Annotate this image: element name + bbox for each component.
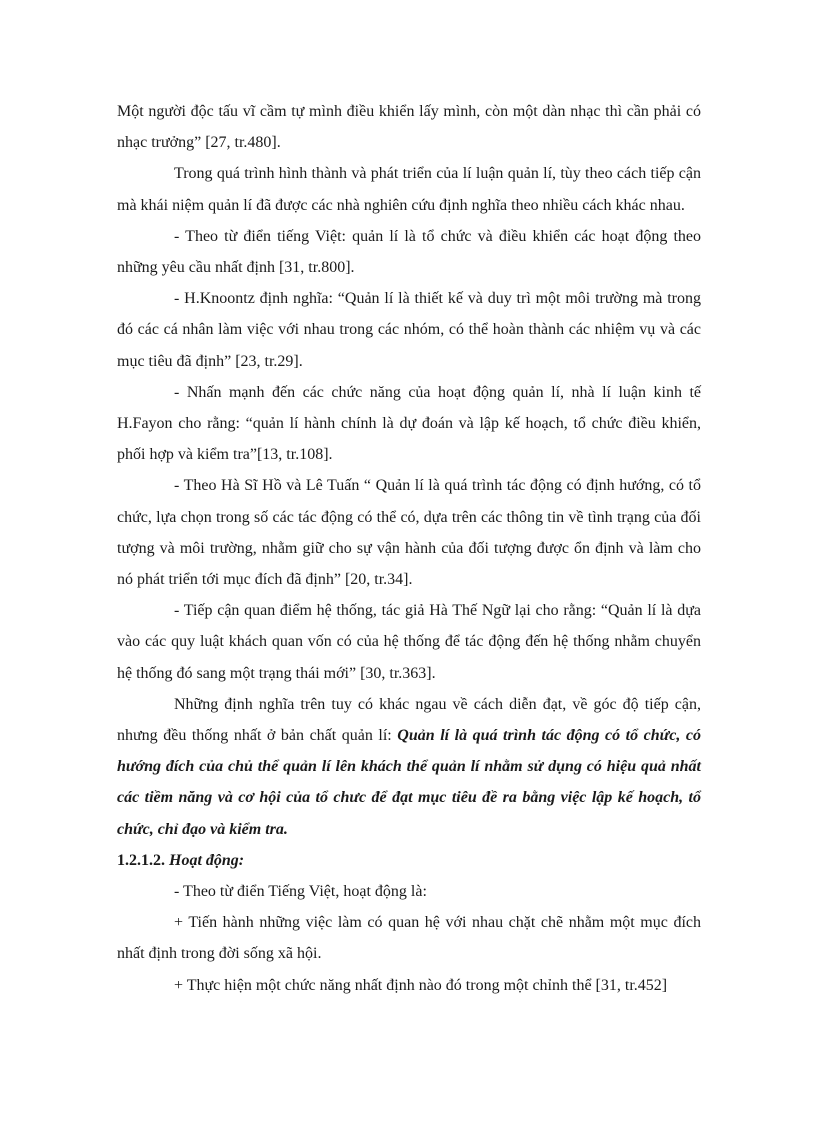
definition-knoontz: - H.Knoontz định nghĩa: “Quản lí là thiết kế và duy trì một môi trường mà trong đó các cá nhân làm việc với nhau trong các nhóm, có thể hoàn thành các nhiệm vụ và các mục tiêu đã định” [23, tr.29]. (117, 290, 701, 370)
activity-intro: - Theo từ điển Tiếng Việt, hoạt động là: (174, 883, 427, 901)
paragraph-summary (117, 689, 701, 845)
activity-meaning-2: + Thực hiện một chức năng nhất định nào đó trong một chỉnh thể [31, tr.452] (174, 976, 668, 994)
definition-dictionary: - Theo từ điển tiếng Việt: quản lí là tổ chức và điều khiển các hoạt động theo những yêu cầu nhất định [31, tr.800]. (117, 227, 701, 277)
summary-definition-emphasis: Quản lí là quá trình tác động có tổ chức, có hướng đích của chủ thể quản lí lên khách thể quản lí nhằm sử dụng có hiệu quả nhất các tiềm năng và cơ hội của tổ chưc để đạt mục tiêu đề ra bằng việc lập kế hoạch, tổ chức, chỉ đạo và kiểm tra. (117, 727, 701, 838)
paragraph-quote-continuation: Một người độc tấu vĩ cầm tự mình điều khiển lấy mình, còn một dàn nhạc thì cần phải có nhạc trưởng” [27, tr.480]. (117, 103, 701, 152)
definition-ha-the-ngu: - Tiếp cận quan điểm hệ thống, tác giả Hà Thế Ngữ lại cho rằng: “Quản lí là dựa vào các quy luật khách quan vốn có của hệ thống để tác động đến hệ thống nhằm chuyển hệ thống đó sang một trạng thái mới” [30, tr.363]. (117, 602, 701, 682)
paragraph-intro: Trong quá trình hình thành và phát triển của lí luận quản lí, tùy theo cách tiếp cận mà khái niệm quản lí đã được các nhà nghiên cứu định nghĩa theo nhiều cách khác nhau. (117, 165, 701, 214)
section-title: Hoạt động: (169, 851, 245, 869)
document-page (117, 96, 701, 1001)
definition-ha-si-ho: - Theo Hà Sĩ Hồ và Lê Tuấn “ Quản lí là quá trình tác động có định hướng, có tổ chức, lựa chọn trong số các tác động có thể có, dựa trên các thông tin về tình trạng của đối tượng và môi trường, nhằm giữ cho sự vận hành của đối tượng được ổn định và làm cho nó phát triển tới mục đích đã định” [20, tr.34]. (117, 477, 701, 589)
definition-fayon: - Nhấn mạnh đến các chức năng của hoạt động quản lí, nhà lí luận kinh tế H.Fayon cho rằng: “quản lí hành chính là dự đoán và lập kế hoạch, tổ chức điều khiển, phối hợp và kiểm tra”[13, tr.108]. (117, 383, 701, 464)
summary-text: Những định nghĩa trên tuy có khác ngau về cách diễn đạt, về góc độ tiếp cận, nhưng đều thống nhất ở bản chất quản lí: (117, 695, 701, 745)
activity-meaning-1: + Tiến hành những việc làm có quan hệ với nhau chặt chẽ nhằm một mục đích nhất định trong đời sống xã hội. (117, 914, 701, 963)
section-heading (117, 845, 701, 876)
section-number: 1.2.1.2. (117, 851, 169, 869)
